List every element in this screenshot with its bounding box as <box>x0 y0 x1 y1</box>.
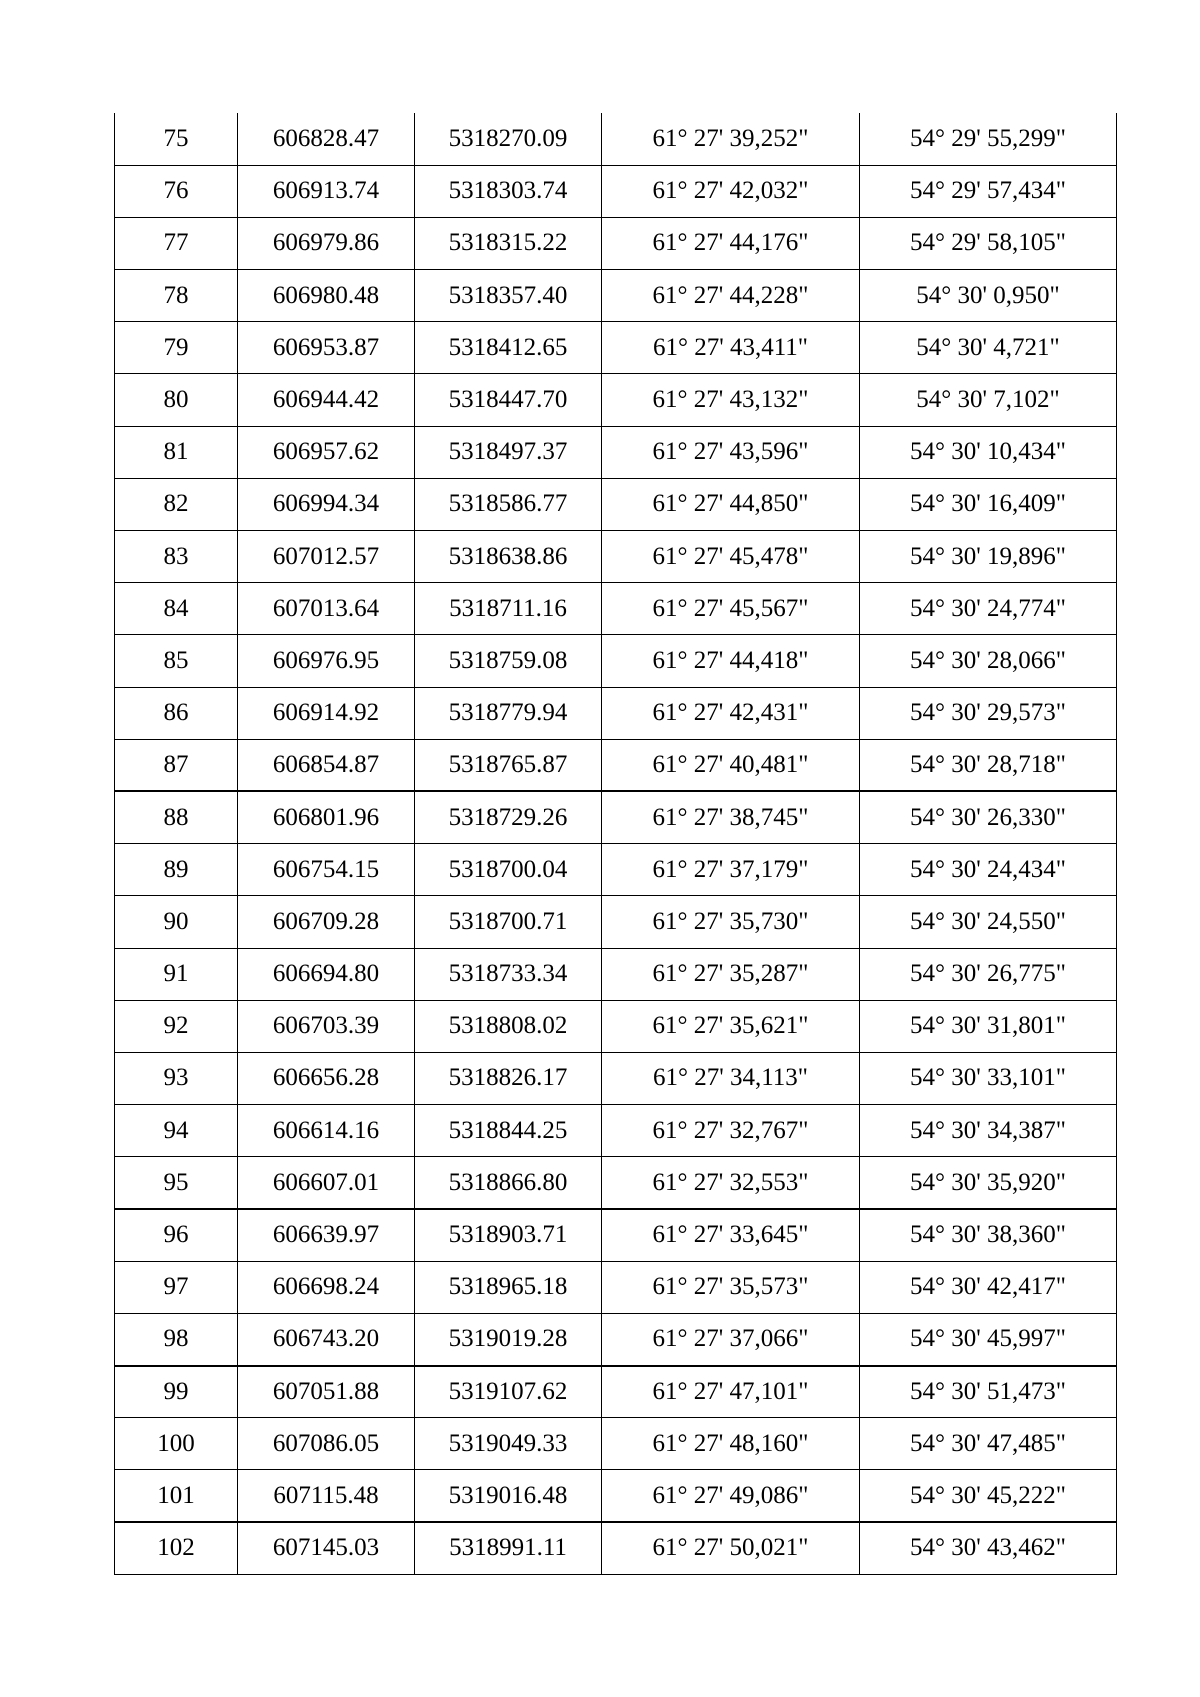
x-coordinate-cell: 606703.39 <box>238 1000 415 1052</box>
latitude-cell: 54° 30' 34,387" <box>860 1105 1117 1157</box>
y-coordinate-cell: 5318357.40 <box>415 270 602 322</box>
x-coordinate-cell: 606743.20 <box>238 1313 415 1365</box>
point-number-cell: 88 <box>115 791 238 843</box>
longitude-cell: 61° 27' 38,745" <box>602 791 860 843</box>
point-number-cell: 98 <box>115 1313 238 1365</box>
y-coordinate-cell: 5318866.80 <box>415 1157 602 1209</box>
table-row <box>115 1157 1117 1209</box>
x-coordinate-cell: 606953.87 <box>238 322 415 374</box>
latitude-cell: 54° 30' 51,473" <box>860 1366 1117 1418</box>
x-coordinate-cell: 606994.34 <box>238 478 415 530</box>
x-coordinate-cell: 607115.48 <box>238 1470 415 1522</box>
x-coordinate-cell: 607051.88 <box>238 1366 415 1418</box>
point-number-cell: 79 <box>115 322 238 374</box>
point-number-cell: 81 <box>115 426 238 478</box>
point-number-cell: 75 <box>115 113 238 165</box>
y-coordinate-cell: 5318638.86 <box>415 531 602 583</box>
point-number-cell: 96 <box>115 1209 238 1261</box>
table-row <box>115 478 1117 530</box>
latitude-cell: 54° 29' 57,434" <box>860 165 1117 217</box>
table-row <box>115 1418 1117 1470</box>
latitude-cell: 54° 30' 31,801" <box>860 1000 1117 1052</box>
y-coordinate-cell: 5318733.34 <box>415 948 602 1000</box>
point-number-cell: 87 <box>115 739 238 791</box>
longitude-cell: 61° 27' 49,086" <box>602 1470 860 1522</box>
point-number-cell: 91 <box>115 948 238 1000</box>
x-coordinate-cell: 606607.01 <box>238 1157 415 1209</box>
point-number-cell: 86 <box>115 687 238 739</box>
table-row <box>115 322 1117 374</box>
point-number-cell: 77 <box>115 217 238 269</box>
y-coordinate-cell: 5318412.65 <box>415 322 602 374</box>
table-row <box>115 687 1117 739</box>
longitude-cell: 61° 27' 32,767" <box>602 1105 860 1157</box>
y-coordinate-cell: 5318965.18 <box>415 1261 602 1313</box>
y-coordinate-cell: 5318826.17 <box>415 1052 602 1104</box>
x-coordinate-cell: 606698.24 <box>238 1261 415 1313</box>
point-number-cell: 85 <box>115 635 238 687</box>
table-row <box>115 113 1117 165</box>
table-row <box>115 635 1117 687</box>
y-coordinate-cell: 5318765.87 <box>415 739 602 791</box>
latitude-cell: 54° 30' 4,721" <box>860 322 1117 374</box>
longitude-cell: 61° 27' 43,411" <box>602 322 860 374</box>
x-coordinate-cell: 607086.05 <box>238 1418 415 1470</box>
longitude-cell: 61° 27' 37,066" <box>602 1313 860 1365</box>
table-row <box>115 1522 1117 1574</box>
y-coordinate-cell: 5318711.16 <box>415 583 602 635</box>
longitude-cell: 61° 27' 43,132" <box>602 374 860 426</box>
longitude-cell: 61° 27' 44,850" <box>602 478 860 530</box>
longitude-cell: 61° 27' 34,113" <box>602 1052 860 1104</box>
y-coordinate-cell: 5319019.28 <box>415 1313 602 1365</box>
y-coordinate-cell: 5318991.11 <box>415 1522 602 1574</box>
point-number-cell: 83 <box>115 531 238 583</box>
y-coordinate-cell: 5318808.02 <box>415 1000 602 1052</box>
table-row <box>115 791 1117 843</box>
y-coordinate-cell: 5319016.48 <box>415 1470 602 1522</box>
x-coordinate-cell: 606913.74 <box>238 165 415 217</box>
x-coordinate-cell: 606639.97 <box>238 1209 415 1261</box>
table-row <box>115 1052 1117 1104</box>
table-row <box>115 426 1117 478</box>
latitude-cell: 54° 30' 33,101" <box>860 1052 1117 1104</box>
x-coordinate-cell: 607145.03 <box>238 1522 415 1574</box>
x-coordinate-cell: 606944.42 <box>238 374 415 426</box>
y-coordinate-cell: 5318303.74 <box>415 165 602 217</box>
y-coordinate-cell: 5318700.71 <box>415 896 602 948</box>
coordinates-table <box>114 113 1117 1575</box>
table-row <box>115 1470 1117 1522</box>
longitude-cell: 61° 27' 45,478" <box>602 531 860 583</box>
latitude-cell: 54° 30' 42,417" <box>860 1261 1117 1313</box>
y-coordinate-cell: 5318270.09 <box>415 113 602 165</box>
table-row <box>115 531 1117 583</box>
latitude-cell: 54° 30' 28,066" <box>860 635 1117 687</box>
point-number-cell: 80 <box>115 374 238 426</box>
latitude-cell: 54° 30' 47,485" <box>860 1418 1117 1470</box>
longitude-cell: 61° 27' 44,228" <box>602 270 860 322</box>
table-row <box>115 217 1117 269</box>
point-number-cell: 95 <box>115 1157 238 1209</box>
y-coordinate-cell: 5318586.77 <box>415 478 602 530</box>
latitude-cell: 54° 30' 24,550" <box>860 896 1117 948</box>
latitude-cell: 54° 30' 0,950" <box>860 270 1117 322</box>
point-number-cell: 102 <box>115 1522 238 1574</box>
x-coordinate-cell: 606801.96 <box>238 791 415 843</box>
table-row <box>115 948 1117 1000</box>
latitude-cell: 54° 30' 24,434" <box>860 844 1117 896</box>
latitude-cell: 54° 29' 55,299" <box>860 113 1117 165</box>
table-row <box>115 583 1117 635</box>
latitude-cell: 54° 30' 29,573" <box>860 687 1117 739</box>
longitude-cell: 61° 27' 48,160" <box>602 1418 860 1470</box>
longitude-cell: 61° 27' 39,252" <box>602 113 860 165</box>
latitude-cell: 54° 30' 45,997" <box>860 1313 1117 1365</box>
longitude-cell: 61° 27' 45,567" <box>602 583 860 635</box>
table-row <box>115 1105 1117 1157</box>
point-number-cell: 99 <box>115 1366 238 1418</box>
y-coordinate-cell: 5318844.25 <box>415 1105 602 1157</box>
latitude-cell: 54° 30' 16,409" <box>860 478 1117 530</box>
table-row <box>115 739 1117 791</box>
longitude-cell: 61° 27' 35,287" <box>602 948 860 1000</box>
x-coordinate-cell: 606854.87 <box>238 739 415 791</box>
x-coordinate-cell: 606828.47 <box>238 113 415 165</box>
x-coordinate-cell: 606957.62 <box>238 426 415 478</box>
table-row <box>115 374 1117 426</box>
x-coordinate-cell: 607013.64 <box>238 583 415 635</box>
y-coordinate-cell: 5318903.71 <box>415 1209 602 1261</box>
y-coordinate-cell: 5318729.26 <box>415 791 602 843</box>
longitude-cell: 61° 27' 40,481" <box>602 739 860 791</box>
point-number-cell: 84 <box>115 583 238 635</box>
latitude-cell: 54° 30' 28,718" <box>860 739 1117 791</box>
longitude-cell: 61° 27' 43,596" <box>602 426 860 478</box>
point-number-cell: 89 <box>115 844 238 896</box>
point-number-cell: 97 <box>115 1261 238 1313</box>
x-coordinate-cell: 606709.28 <box>238 896 415 948</box>
point-number-cell: 78 <box>115 270 238 322</box>
longitude-cell: 61° 27' 44,176" <box>602 217 860 269</box>
point-number-cell: 92 <box>115 1000 238 1052</box>
longitude-cell: 61° 27' 47,101" <box>602 1366 860 1418</box>
table-row <box>115 1261 1117 1313</box>
longitude-cell: 61° 27' 42,032" <box>602 165 860 217</box>
y-coordinate-cell: 5318779.94 <box>415 687 602 739</box>
point-number-cell: 76 <box>115 165 238 217</box>
y-coordinate-cell: 5318497.37 <box>415 426 602 478</box>
table-row <box>115 1209 1117 1261</box>
table-row <box>115 1000 1117 1052</box>
point-number-cell: 82 <box>115 478 238 530</box>
latitude-cell: 54° 30' 43,462" <box>860 1522 1117 1574</box>
longitude-cell: 61° 27' 32,553" <box>602 1157 860 1209</box>
table-row <box>115 1313 1117 1365</box>
latitude-cell: 54° 30' 24,774" <box>860 583 1117 635</box>
y-coordinate-cell: 5318700.04 <box>415 844 602 896</box>
longitude-cell: 61° 27' 35,621" <box>602 1000 860 1052</box>
point-number-cell: 90 <box>115 896 238 948</box>
longitude-cell: 61° 27' 35,573" <box>602 1261 860 1313</box>
latitude-cell: 54° 30' 26,330" <box>860 791 1117 843</box>
latitude-cell: 54° 30' 19,896" <box>860 531 1117 583</box>
x-coordinate-cell: 606656.28 <box>238 1052 415 1104</box>
latitude-cell: 54° 30' 38,360" <box>860 1209 1117 1261</box>
longitude-cell: 61° 27' 44,418" <box>602 635 860 687</box>
longitude-cell: 61° 27' 42,431" <box>602 687 860 739</box>
table-row <box>115 844 1117 896</box>
x-coordinate-cell: 606694.80 <box>238 948 415 1000</box>
latitude-cell: 54° 30' 35,920" <box>860 1157 1117 1209</box>
latitude-cell: 54° 29' 58,105" <box>860 217 1117 269</box>
y-coordinate-cell: 5318315.22 <box>415 217 602 269</box>
coordinates-table-body <box>115 113 1117 1574</box>
x-coordinate-cell: 606980.48 <box>238 270 415 322</box>
longitude-cell: 61° 27' 50,021" <box>602 1522 860 1574</box>
table-row <box>115 165 1117 217</box>
x-coordinate-cell: 607012.57 <box>238 531 415 583</box>
y-coordinate-cell: 5319049.33 <box>415 1418 602 1470</box>
y-coordinate-cell: 5318759.08 <box>415 635 602 687</box>
latitude-cell: 54° 30' 10,434" <box>860 426 1117 478</box>
point-number-cell: 94 <box>115 1105 238 1157</box>
latitude-cell: 54° 30' 45,222" <box>860 1470 1117 1522</box>
point-number-cell: 101 <box>115 1470 238 1522</box>
x-coordinate-cell: 606614.16 <box>238 1105 415 1157</box>
table-row <box>115 1366 1117 1418</box>
point-number-cell: 93 <box>115 1052 238 1104</box>
x-coordinate-cell: 606754.15 <box>238 844 415 896</box>
x-coordinate-cell: 606976.95 <box>238 635 415 687</box>
point-number-cell: 100 <box>115 1418 238 1470</box>
latitude-cell: 54° 30' 7,102" <box>860 374 1117 426</box>
x-coordinate-cell: 606979.86 <box>238 217 415 269</box>
longitude-cell: 61° 27' 37,179" <box>602 844 860 896</box>
x-coordinate-cell: 606914.92 <box>238 687 415 739</box>
table-row <box>115 896 1117 948</box>
table-row <box>115 270 1117 322</box>
latitude-cell: 54° 30' 26,775" <box>860 948 1117 1000</box>
y-coordinate-cell: 5319107.62 <box>415 1366 602 1418</box>
y-coordinate-cell: 5318447.70 <box>415 374 602 426</box>
longitude-cell: 61° 27' 33,645" <box>602 1209 860 1261</box>
longitude-cell: 61° 27' 35,730" <box>602 896 860 948</box>
